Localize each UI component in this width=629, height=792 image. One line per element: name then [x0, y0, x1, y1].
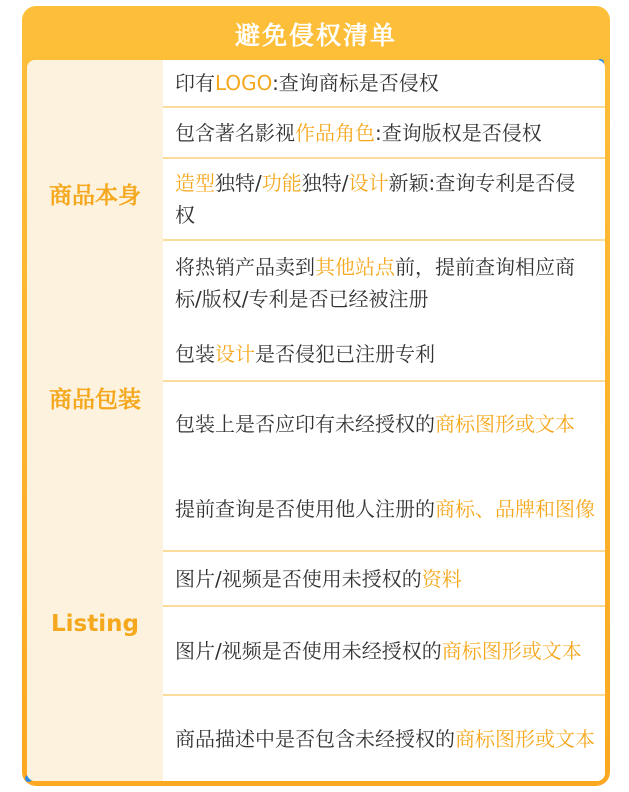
item-text-segment: 新颖:查询专利是否侵权	[175, 171, 576, 227]
item-list	[163, 467, 605, 781]
highlight-text: 造型	[175, 171, 215, 195]
highlight-text: 设计	[348, 171, 389, 195]
checklist-table	[27, 60, 605, 781]
page-title: 避免侵权清单	[234, 21, 397, 50]
item-text-segment: 将热销产品卖到	[175, 255, 315, 279]
item-text	[175, 251, 595, 315]
highlight-text: 资料	[421, 566, 462, 591]
item-list	[163, 60, 605, 327]
highlight-text: 商标图形或文本	[435, 411, 575, 436]
item-text-segment: 前，提前查询相应商标/版权/专利是否已经被注册	[175, 255, 575, 311]
item-list	[163, 327, 605, 467]
item-text-segment: 独特/	[301, 171, 349, 195]
category-label: 商品本身	[27, 60, 163, 327]
item-text	[175, 635, 582, 667]
list-item	[163, 159, 605, 241]
list-item	[163, 552, 605, 607]
highlight-text: 作品角色	[295, 120, 375, 145]
item-text-segment: 图片/视频是否使用未授权的	[175, 566, 422, 591]
item-text-segment: 商品描述中是否包含未经授权的	[175, 726, 455, 751]
highlight-text: 功能	[261, 171, 302, 195]
item-text-segment: :查询商标是否侵权	[272, 71, 439, 95]
item-text	[175, 117, 542, 149]
section-packaging	[27, 327, 605, 469]
item-text-segment: 独特/	[215, 171, 262, 195]
item-text	[175, 167, 595, 231]
highlight-text: 商标图形或文本	[455, 726, 595, 751]
item-text-segment: 印有	[175, 71, 215, 95]
item-text	[175, 338, 435, 370]
highlight-text: 商标、品牌和图像	[435, 496, 595, 521]
section-product	[27, 60, 605, 329]
checklist-card	[22, 6, 610, 786]
section-listing	[27, 467, 605, 781]
highlight-text: 商标图形或文本	[441, 638, 582, 663]
category-label: Listing	[27, 467, 163, 781]
list-item	[163, 382, 605, 465]
category-label: 商品包装	[27, 327, 163, 467]
highlight-text: 设计	[215, 341, 255, 366]
list-item	[163, 696, 605, 781]
item-text	[175, 67, 439, 99]
item-text	[175, 408, 575, 440]
item-text-segment: 包装	[175, 341, 215, 366]
item-text	[175, 723, 595, 755]
list-item	[163, 60, 605, 108]
item-text	[175, 493, 595, 525]
list-item	[163, 607, 605, 696]
highlight-text: LOGO	[215, 71, 273, 95]
header	[22, 6, 610, 62]
item-text-segment: 提前查询是否使用他人注册的	[175, 496, 435, 521]
highlight-text: 其他站点	[315, 255, 395, 279]
item-text-segment: 是否侵犯已注册专利	[255, 341, 435, 366]
list-item	[163, 108, 605, 159]
item-text	[175, 563, 462, 595]
list-item	[163, 241, 605, 325]
item-text-segment: :查询版权是否侵权	[375, 120, 542, 145]
item-text-segment: 包含著名影视	[175, 120, 295, 145]
list-item	[163, 467, 605, 552]
list-item	[163, 327, 605, 382]
item-text-segment: 包装上是否应印有未经授权的	[175, 411, 435, 436]
item-text-segment: 图片/视频是否使用未经授权的	[175, 638, 442, 663]
